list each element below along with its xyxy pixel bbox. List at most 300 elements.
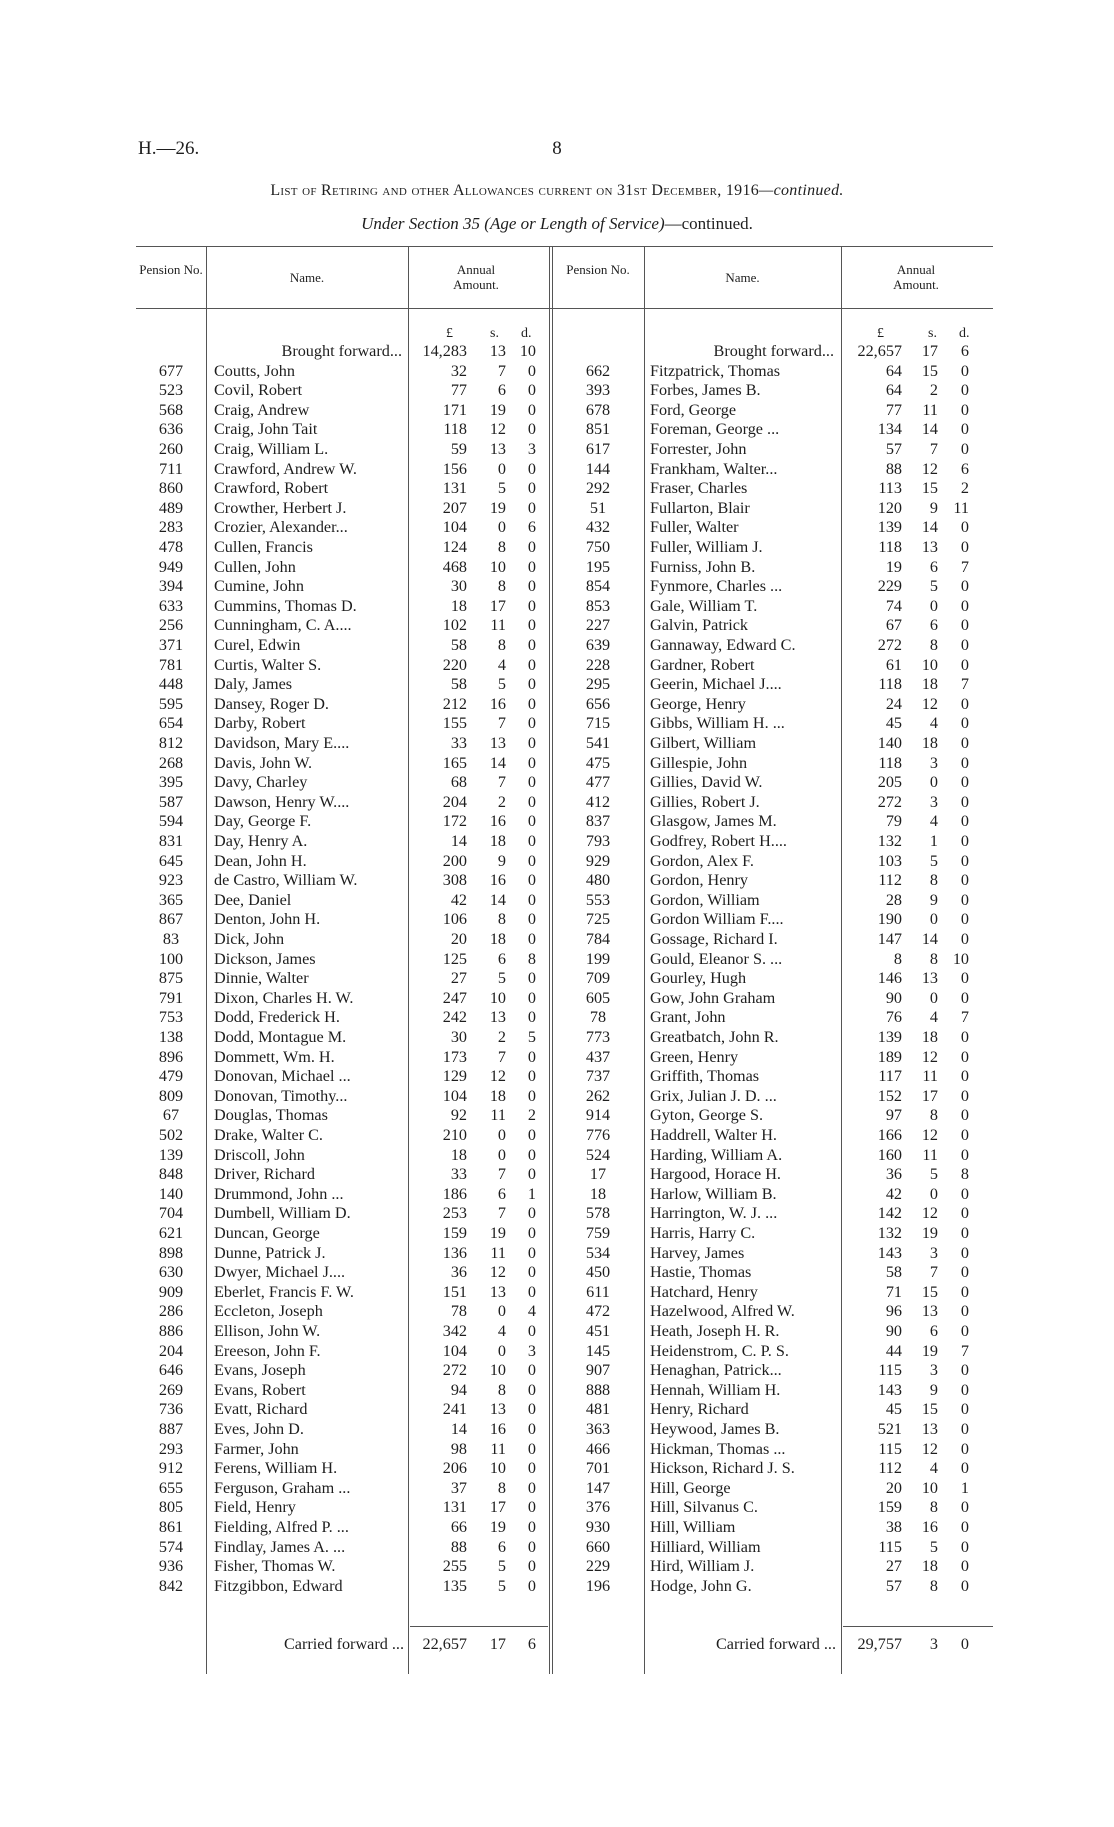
amount-shillings: 7 xyxy=(497,1165,506,1184)
amount-pounds: 14,283 xyxy=(422,342,467,360)
pensioner-name: Cullen, Francis xyxy=(214,538,313,556)
pension-number: 295 xyxy=(585,675,611,694)
pension-number: 725 xyxy=(585,910,611,929)
pensioner-name: Ford, George xyxy=(650,400,737,419)
amount-shillings: 9 xyxy=(929,498,938,517)
page-number: 8 xyxy=(552,138,562,159)
pension-number: 654 xyxy=(158,714,184,733)
pension-number: 662 xyxy=(585,361,611,380)
amount-pence: 0 xyxy=(527,1400,536,1419)
pensioner-name: Denton, John H. xyxy=(214,910,321,929)
amount-pence: 0 xyxy=(527,851,536,870)
table-row xyxy=(136,871,993,891)
amount-pounds: 92 xyxy=(450,1106,467,1125)
table-row xyxy=(136,1420,993,1440)
pension-number: 896 xyxy=(158,1047,184,1066)
pension-number: 139 xyxy=(158,1145,184,1164)
amount-pounds: 190 xyxy=(877,910,902,929)
amount-pence: 0 xyxy=(527,1145,536,1164)
amount-pounds: 90 xyxy=(885,1322,902,1340)
carried-forward-label: Carried forward ... xyxy=(283,1635,404,1653)
header-amount-right: Annual Amount. xyxy=(893,262,939,292)
pension-number: 645 xyxy=(158,851,184,870)
amount-pounds: 272 xyxy=(877,636,902,654)
amount-pence: 0 xyxy=(960,1243,969,1262)
pension-number: 936 xyxy=(158,1557,184,1576)
pensioner-name: Day, George F. xyxy=(214,812,312,831)
amount-shillings: 6 xyxy=(497,381,506,400)
pension-number: 907 xyxy=(585,1361,611,1380)
pension-number: 227 xyxy=(585,616,611,635)
amount-shillings: 13 xyxy=(921,969,938,988)
pension-number: 595 xyxy=(158,694,184,713)
pensioner-name: Glasgow, James M. xyxy=(650,812,777,831)
amount-pence: 0 xyxy=(960,616,969,635)
pension-number: 196 xyxy=(585,1576,611,1595)
table-row xyxy=(136,1538,993,1558)
pensioner-name: Fuller, William J. xyxy=(650,538,763,556)
amount-pence: 0 xyxy=(527,1576,536,1595)
amount-pence: 0 xyxy=(527,930,536,948)
pensioner-name: Ellison, John W. xyxy=(214,1322,321,1340)
amount-pence: 7 xyxy=(960,675,969,694)
amount-shillings: 8 xyxy=(497,1478,506,1497)
pension-number: 930 xyxy=(585,1518,611,1536)
amount-shillings: 5 xyxy=(497,675,506,694)
table-row xyxy=(136,1361,993,1381)
amount-shillings: 16 xyxy=(489,812,506,831)
pension-number: 949 xyxy=(158,557,184,576)
table-row xyxy=(136,793,993,813)
amount-shillings: 0 xyxy=(497,459,506,478)
amount-pounds: 77 xyxy=(885,400,902,419)
pension-number: 283 xyxy=(158,518,184,537)
table-row xyxy=(136,1146,993,1166)
amount-pounds: 152 xyxy=(877,1086,902,1105)
amount-shillings: 0 xyxy=(929,773,938,792)
table-row xyxy=(136,577,993,597)
title-main: List of Retiring and other Allowances current on 31st December, 1916 xyxy=(270,182,760,199)
amount-pence: 0 xyxy=(960,655,969,674)
pensioner-name: Gossage, Richard I. xyxy=(650,930,778,948)
amount-shillings: 16 xyxy=(489,871,506,890)
amount-pounds: 255 xyxy=(442,1557,467,1576)
amount-pence: 0 xyxy=(960,400,969,419)
table-row xyxy=(136,773,993,793)
amount-pounds: 160 xyxy=(877,1145,902,1164)
amount-pounds: 131 xyxy=(442,479,467,498)
amount-shillings: 12 xyxy=(921,694,938,713)
amount-pence: 0 xyxy=(527,1322,536,1340)
pensioner-name: Haddrell, Walter H. xyxy=(650,1126,777,1144)
pension-number: 809 xyxy=(158,1086,184,1105)
amount-pounds: 241 xyxy=(442,1400,467,1419)
amount-pence: 0 xyxy=(527,1204,536,1223)
amount-pounds: 342 xyxy=(442,1322,467,1340)
amount-pence: 0 xyxy=(960,753,969,772)
amount-pounds: 36 xyxy=(885,1165,902,1184)
amount-shillings: 4 xyxy=(929,812,938,831)
amount-pence: 0 xyxy=(527,871,536,890)
pensioner-name: Harrington, W. J. ... xyxy=(650,1204,778,1223)
table-row xyxy=(136,656,993,676)
amount-shillings: 11 xyxy=(922,1067,938,1086)
pensioner-name: Henaghan, Patrick... xyxy=(650,1361,782,1380)
amount-pounds: 102 xyxy=(442,616,467,635)
pension-number: 753 xyxy=(158,1008,184,1027)
amount-pence: 0 xyxy=(527,498,536,517)
amount-pence: 0 xyxy=(527,734,536,752)
pension-number: 145 xyxy=(585,1341,611,1360)
amount-pounds: 45 xyxy=(885,1400,902,1419)
amount-pounds: 71 xyxy=(885,1282,902,1301)
amount-pounds: 118 xyxy=(878,675,902,694)
table-row xyxy=(136,1204,993,1224)
amount-shillings: 14 xyxy=(921,518,938,537)
pension-number: 448 xyxy=(158,675,184,694)
table-row xyxy=(136,1185,993,1205)
amount-shillings: 5 xyxy=(929,577,938,596)
table-row xyxy=(136,950,993,970)
unit-pounds-right: £ xyxy=(877,326,884,341)
amount-shillings: 4 xyxy=(929,714,938,733)
table-row xyxy=(136,1440,993,1460)
pension-number: 784 xyxy=(585,930,611,948)
pensioner-name: Hatchard, Henry xyxy=(650,1282,758,1301)
amount-pence: 6 xyxy=(527,518,536,537)
amount-pence: 0 xyxy=(527,675,536,694)
amount-pounds: 61 xyxy=(885,655,902,674)
pensioner-name: Davis, John W. xyxy=(214,753,313,772)
amount-pence: 0 xyxy=(527,479,536,498)
pensioner-name: Godfrey, Robert H.... xyxy=(650,832,787,850)
amount-shillings: 0 xyxy=(497,1302,506,1321)
amount-pence: 0 xyxy=(527,694,536,713)
pension-number: 260 xyxy=(158,440,184,458)
subtitle-continued: —continued. xyxy=(664,214,753,233)
amount-shillings: 8 xyxy=(929,1576,938,1595)
amount-pence: 0 xyxy=(960,734,969,752)
pension-number: 479 xyxy=(158,1067,184,1086)
pension-number: 363 xyxy=(585,1420,611,1438)
table-row xyxy=(136,714,993,734)
pensioner-name: Dommett, Wm. H. xyxy=(214,1047,335,1066)
carried-forward-label: Carried forward ... xyxy=(715,1635,836,1653)
amount-pounds: 78 xyxy=(450,1302,467,1321)
amount-shillings: 8 xyxy=(929,636,938,654)
pensioner-name: Farmer, John xyxy=(214,1439,299,1458)
table-row xyxy=(136,1067,993,1087)
unit-pence-left: d. xyxy=(521,326,532,341)
amount-pence: 3 xyxy=(527,440,536,458)
pension-number: 78 xyxy=(589,1008,607,1027)
amount-pounds: 129 xyxy=(442,1067,467,1086)
pension-number: 477 xyxy=(585,773,611,792)
amount-pounds: 186 xyxy=(442,1184,467,1203)
pension-number: 502 xyxy=(158,1126,184,1144)
header-name-right: Name. xyxy=(725,270,760,285)
amount-shillings: 11 xyxy=(490,616,506,635)
amount-shillings: 0 xyxy=(497,1145,506,1164)
amount-pounds: 88 xyxy=(885,459,902,478)
document-title xyxy=(0,182,1114,200)
amount-pounds: 242 xyxy=(442,1008,467,1027)
amount-pounds: 96 xyxy=(885,1302,902,1321)
amount-pounds: 67 xyxy=(885,616,902,635)
pensioner-name: Davidson, Mary E.... xyxy=(214,734,350,752)
amount-pounds: 147 xyxy=(877,930,902,948)
unit-pence-right: d. xyxy=(959,326,970,341)
amount-pounds: 104 xyxy=(442,1086,467,1105)
amount-pence: 0 xyxy=(960,420,969,439)
amount-pounds: 118 xyxy=(878,753,902,772)
pension-number: 853 xyxy=(585,596,611,615)
amount-pounds: 79 xyxy=(885,812,902,831)
amount-pence: 7 xyxy=(960,557,969,576)
amount-shillings: 17 xyxy=(921,1086,938,1105)
table-row xyxy=(136,1342,993,1362)
table-row xyxy=(136,1577,993,1597)
amount-pounds: 272 xyxy=(877,792,902,811)
pension-number: 812 xyxy=(158,734,184,752)
amount-pence: 0 xyxy=(960,694,969,713)
amount-shillings: 18 xyxy=(921,734,938,752)
pension-number: 228 xyxy=(585,655,611,674)
amount-pounds: 68 xyxy=(450,773,467,792)
amount-shillings: 8 xyxy=(929,949,938,968)
pensioner-name: Heidenstrom, C. P. S. xyxy=(650,1341,789,1360)
amount-pence: 0 xyxy=(960,1576,969,1595)
pensioner-name: Driver, Richard xyxy=(214,1165,315,1184)
table-row xyxy=(136,499,993,519)
pensioner-name: Harvey, James xyxy=(650,1243,745,1262)
table-row xyxy=(136,1498,993,1518)
amount-pounds: 18 xyxy=(450,1145,467,1164)
amount-pence: 0 xyxy=(527,557,536,576)
amount-pounds: 98 xyxy=(450,1439,467,1458)
amount-pounds: 124 xyxy=(442,538,467,556)
amount-pounds: 117 xyxy=(878,1067,902,1086)
pension-number: 437 xyxy=(585,1047,611,1066)
pension-number: 147 xyxy=(585,1478,611,1497)
pensioner-name: Craig, John Tait xyxy=(214,420,318,439)
table-row xyxy=(136,636,993,656)
amount-pounds: 139 xyxy=(877,518,902,537)
pension-number: 929 xyxy=(585,851,611,870)
pension-number: 293 xyxy=(158,1439,184,1458)
amount-shillings: 0 xyxy=(497,1341,506,1360)
pension-number: 478 xyxy=(158,538,184,556)
amount-pence: 1 xyxy=(527,1184,536,1203)
pensioner-name: Daly, James xyxy=(214,675,293,694)
amount-pence: 0 xyxy=(960,636,969,654)
amount-shillings: 12 xyxy=(921,1126,938,1144)
table-row xyxy=(136,852,993,872)
pension-number: 578 xyxy=(585,1204,611,1223)
amount-shillings: 11 xyxy=(490,1106,506,1125)
pension-number: 67 xyxy=(162,1106,180,1125)
amount-pence: 6 xyxy=(960,459,969,478)
pensioner-name: Gillies, Robert J. xyxy=(650,792,760,811)
pensioner-name: Crowther, Herbert J. xyxy=(214,498,347,517)
amount-pence: 0 xyxy=(960,440,969,458)
pensioner-name: de Castro, William W. xyxy=(214,871,358,890)
amount-pence: 0 xyxy=(960,871,969,890)
amount-pence: 0 xyxy=(960,1459,969,1478)
table-row xyxy=(136,832,993,852)
amount-pounds: 64 xyxy=(885,361,902,380)
pensioner-name: Henry, Richard xyxy=(650,1400,749,1419)
amount-shillings: 5 xyxy=(929,851,938,870)
pension-number: 750 xyxy=(585,538,611,556)
pension-number: 633 xyxy=(158,596,184,615)
amount-shillings: 13 xyxy=(489,342,506,360)
amount-pounds: 57 xyxy=(885,1576,902,1595)
amount-shillings: 15 xyxy=(921,1282,938,1301)
pension-number: 854 xyxy=(585,577,611,596)
pensioner-name: Hennah, William H. xyxy=(650,1380,781,1399)
amount-shillings: 0 xyxy=(929,1184,938,1203)
pension-number: 204 xyxy=(158,1341,184,1360)
pensioner-name: Gordon, William xyxy=(650,890,760,909)
pension-number: 553 xyxy=(585,890,611,909)
amount-pence: 0 xyxy=(527,1067,536,1086)
pension-number: 776 xyxy=(585,1126,611,1144)
amount-shillings: 6 xyxy=(497,949,506,968)
amount-pence: 0 xyxy=(960,538,969,556)
amount-shillings: 13 xyxy=(921,1302,938,1321)
amount-pounds: 33 xyxy=(450,1165,467,1184)
right-brought-forward-row xyxy=(136,342,993,362)
pension-number: 861 xyxy=(158,1518,184,1536)
pension-number: 432 xyxy=(585,518,611,537)
pension-number: 611 xyxy=(586,1282,610,1301)
pension-number: 655 xyxy=(158,1478,184,1497)
amount-pence: 0 xyxy=(960,1126,969,1144)
pension-number: 393 xyxy=(585,381,611,400)
pensioner-name: Gow, John Graham xyxy=(650,988,776,1007)
pensioner-name: Gordon, Henry xyxy=(650,871,749,890)
pensioner-name: Gyton, George S. xyxy=(650,1106,764,1125)
table-row xyxy=(136,479,993,499)
pensioner-name: Galvin, Patrick xyxy=(650,616,749,635)
pension-number: 791 xyxy=(158,988,184,1007)
pensioner-name: Fuller, Walter xyxy=(650,518,739,537)
pension-number: 524 xyxy=(585,1145,611,1164)
table-row xyxy=(136,1381,993,1401)
pensioner-name: Grix, Julian J. D. ... xyxy=(650,1086,777,1105)
amount-pounds: 189 xyxy=(877,1047,902,1066)
pension-number: 466 xyxy=(585,1439,611,1458)
amount-shillings: 4 xyxy=(497,655,506,674)
pension-number: 656 xyxy=(585,694,611,713)
amount-pence: 2 xyxy=(527,1106,536,1125)
pensioner-name: Fraser, Charles xyxy=(650,479,748,498)
pensioner-name: Dawson, Henry W.... xyxy=(214,792,350,811)
pension-number: 704 xyxy=(158,1204,184,1223)
pension-number: 262 xyxy=(585,1086,611,1105)
pensioner-name: Eberlet, Francis F. W. xyxy=(214,1282,354,1301)
pensioner-name: Craig, William L. xyxy=(214,440,329,458)
amount-pence: 0 xyxy=(527,910,536,929)
pension-number: 677 xyxy=(158,361,184,380)
pension-number: 660 xyxy=(585,1537,611,1556)
amount-pounds: 132 xyxy=(877,1224,902,1242)
amount-pence: 0 xyxy=(527,1224,536,1242)
pension-number: 450 xyxy=(585,1263,611,1282)
amount-shillings: 8 xyxy=(497,538,506,556)
amount-shillings: 12 xyxy=(921,459,938,478)
amount-shillings: 16 xyxy=(489,1420,506,1438)
amount-pence: 0 xyxy=(960,1635,969,1653)
amount-pounds: 29,757 xyxy=(857,1635,902,1653)
amount-pence: 0 xyxy=(960,851,969,870)
table-row xyxy=(136,1126,993,1146)
amount-pounds: 120 xyxy=(877,498,902,517)
amount-pounds: 112 xyxy=(878,1459,902,1478)
amount-pence: 0 xyxy=(960,890,969,909)
amount-shillings: 12 xyxy=(921,1047,938,1066)
amount-pence: 10 xyxy=(952,949,969,968)
pension-number: 646 xyxy=(158,1361,184,1380)
pension-number: 639 xyxy=(585,636,611,654)
amount-pounds: 104 xyxy=(442,1341,467,1360)
amount-shillings: 9 xyxy=(497,851,506,870)
pensioner-name: Ferguson, Graham ... xyxy=(214,1478,351,1497)
pensioner-name: George, Henry xyxy=(650,694,746,713)
pensioner-name: Foreman, George ... xyxy=(650,420,780,439)
amount-shillings: 19 xyxy=(489,1224,506,1242)
amount-shillings: 10 xyxy=(489,1459,506,1478)
pensioner-name: Gibbs, William H. ... xyxy=(650,714,785,733)
table-row xyxy=(136,734,993,754)
amount-pence: 0 xyxy=(527,400,536,419)
amount-shillings: 0 xyxy=(929,988,938,1007)
pension-number: 286 xyxy=(158,1302,184,1321)
pensioner-name: Griffith, Thomas xyxy=(650,1067,760,1086)
amount-pounds: 32 xyxy=(450,361,467,380)
pensioner-name: Forbes, James B. xyxy=(650,381,761,400)
amount-pence: 0 xyxy=(960,1263,969,1282)
pension-number: 630 xyxy=(158,1263,184,1282)
amount-pence: 10 xyxy=(519,342,536,360)
unit-pounds-left: £ xyxy=(446,326,453,341)
amount-pounds: 205 xyxy=(877,773,902,792)
amount-pounds: 132 xyxy=(877,832,902,850)
table-row xyxy=(136,675,993,695)
pension-number: 568 xyxy=(158,400,184,419)
pension-number: 195 xyxy=(585,557,611,576)
amount-pounds: 14 xyxy=(450,1420,467,1438)
pensioner-name: Gould, Eleanor S. ... xyxy=(650,949,783,968)
header-pension-no-left: Pension No. xyxy=(139,262,203,277)
pension-number: 138 xyxy=(158,1028,184,1046)
amount-pence: 0 xyxy=(527,381,536,400)
amount-pence: 0 xyxy=(960,1184,969,1203)
pensioner-name: Covil, Robert xyxy=(214,381,303,400)
amount-pounds: 142 xyxy=(877,1204,902,1223)
unit-shillings-right: s. xyxy=(928,326,937,341)
amount-pence: 0 xyxy=(960,1537,969,1556)
pension-number: 867 xyxy=(158,910,184,929)
pensioner-name: Duncan, George xyxy=(214,1224,320,1242)
amount-pounds: 166 xyxy=(877,1126,902,1144)
amount-pounds: 200 xyxy=(442,851,467,870)
pensioner-name: Fynmore, Charles ... xyxy=(650,577,783,596)
pension-number: 875 xyxy=(158,969,184,988)
pensioner-name: Dixon, Charles H. W. xyxy=(214,988,354,1007)
pension-number: 534 xyxy=(585,1243,611,1262)
